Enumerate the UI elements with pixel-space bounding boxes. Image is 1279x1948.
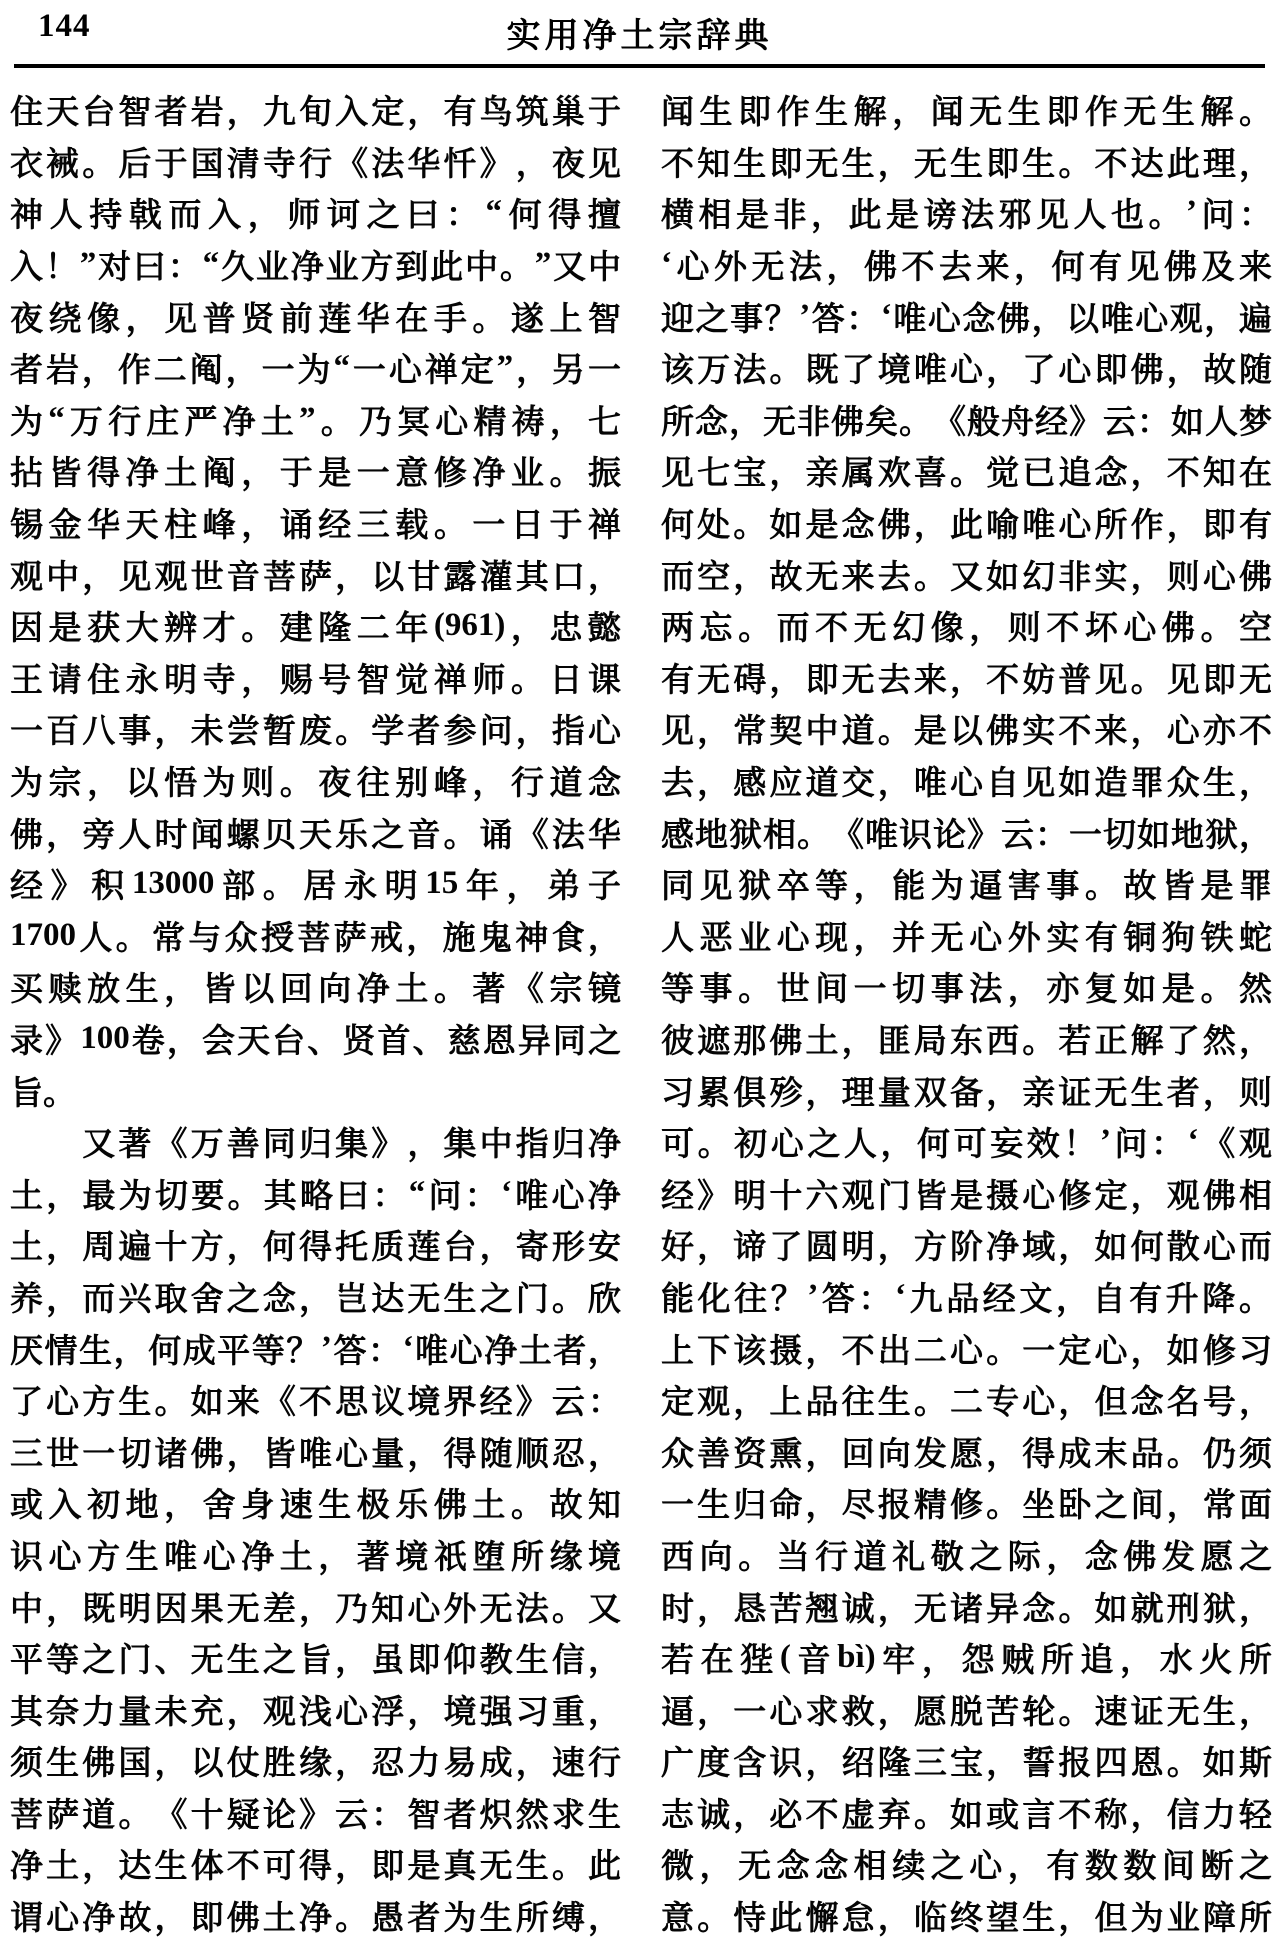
text-line: 了 心 方 生 。 如 来 《 不 思 议 境 界 经 》 云 ：: [10, 1385, 621, 1422]
text-line: 土 ， 周 遍 十 方 ， 何 得 托 质 莲 台 ， 寄 形 安: [10, 1230, 621, 1267]
text-line: 谓 心 净 故 ， 即 佛 土 净 。 愚 者 为 生 所 缚 ，: [10, 1901, 621, 1938]
text-line: 买 赎 放 生 ， 皆 以 回 向 净 土 。 著 《 宗 镜: [10, 972, 621, 1009]
text-line: 旨 。: [10, 1075, 76, 1112]
text-line: 拈 皆 得 净 土 阄 ， 于 是 一 意 修 净 业 。 振: [10, 456, 621, 493]
text-line: 所 念 ， 无 非 佛 矣 。 《 般 舟 经 》 云 ： 如 人 梦: [661, 404, 1272, 441]
text-line: 不 知 生 即 无 生 ， 无 生 即 生 。 不 达 此 理 ，: [661, 146, 1272, 183]
text-line: 者 岩 ， 作 二 阄 ， 一 为 “ 一 心 禅 定 ” ， 另 一: [10, 349, 621, 390]
text-line: 可 。 初 心 之 人 ， 何 可 妄 效 ！ ’ 问 ： ‘ 《 观: [661, 1123, 1272, 1164]
text-line: 见 七 宝 ， 亲 属 欢 喜 。 觉 已 追 念 ， 不 知 在: [661, 456, 1272, 493]
text-line: 佛 ， 旁 人 时 闻 螺 贝 天 乐 之 音 。 诵 《 法 华: [10, 817, 621, 854]
text-columns: [0, 84, 1279, 1941]
text-line: 须 生 佛 国 ， 以 仗 胜 缘 ， 忍 力 易 成 ， 速 行: [10, 1746, 621, 1783]
text-line: 神 人 持 戟 而 入 ， 师 诃 之 曰 ： “ 何 得 擅: [10, 194, 621, 235]
text-line: 一 生 归 命 ， 尽 报 精 修 。 坐 卧 之 间 ， 常 面: [661, 1488, 1272, 1525]
text-line: 微 ， 无 念 念 相 续 之 心 ， 有 数 数 间 断 之: [661, 1849, 1272, 1886]
text-line: 厌 情 生 ， 何 成 平 等 ？ ’ 答 ： ‘ 唯 心 净 土 者 ，: [10, 1329, 621, 1370]
text-line: 意 。 恃 此 懈 怠 ， 临 终 望 生 ， 但 为 业 障 所: [661, 1901, 1272, 1938]
text-line: 录 》 100 卷 ， 会 天 台 、 贤 首 、 慈 恩 异 同 之: [10, 1019, 621, 1060]
header-divider-rule: [14, 64, 1265, 68]
text-line: 同 见 狱 卒 等 ， 能 为 逼 害 事 。 故 皆 是 罪: [661, 869, 1272, 906]
text-line: 感 地 狱 相 。 《 唯 识 论 》 云 ： 一 切 如 地 狱 ，: [661, 817, 1272, 854]
text-line: 而 空 ， 故 无 来 去 。 又 如 幻 非 实 ， 则 心 佛: [661, 559, 1272, 596]
text-line: 定 观 ， 上 品 往 生 。 二 专 心 ， 但 念 名 号 ，: [661, 1385, 1272, 1422]
text-line: 若 在 狴 ( 音 bì) 牢 ， 怨 贼 所 追 ， 水 火 所: [661, 1639, 1272, 1680]
text-line: 中 ， 既 明 因 果 无 差 ， 乃 知 心 外 无 法 。 又: [10, 1591, 621, 1628]
text-line: 西 向 。 当 行 道 礼 敬 之 际 ， 念 佛 发 愿 之: [661, 1539, 1272, 1576]
text-line: 彼 遮 那 佛 土 ， 匪 局 东 西 。 若 正 解 了 然 ，: [661, 1023, 1272, 1060]
text-line: 习 累 俱 殄 ， 理 量 双 备 ， 亲 证 无 生 者 ， 则: [661, 1075, 1272, 1112]
text-line: 1700 人 。 常 与 众 授 菩 萨 戒 ， 施 鬼 神 食 ，: [10, 916, 621, 957]
text-line: 去 ， 感 应 道 交 ， 唯 心 自 见 如 造 罪 众 生 ，: [661, 766, 1272, 803]
text-line: 王 请 住 永 明 寺 ， 赐 号 智 觉 禅 师 。 日 课: [10, 662, 621, 699]
text-line: 迎 之 事 ？ ’ 答 ： ‘ 唯 心 念 佛 ， 以 唯 心 观 ， 遍: [661, 297, 1272, 338]
page-number: 144: [38, 8, 91, 44]
text-line: 上 下 该 摄 ， 不 出 二 心 。 一 定 心 ， 如 修 习: [661, 1333, 1272, 1370]
text-line: 有 无 碍 ， 即 无 去 来 ， 不 妨 普 见 。 见 即 无: [661, 662, 1272, 699]
text-line: 净 土 ， 达 生 体 不 可 得 ， 即 是 真 无 生 。 此: [10, 1849, 621, 1886]
text-line: 或 入 初 地 ， 舍 身 速 生 极 乐 佛 土 。 故 知: [10, 1488, 621, 1525]
text-line: 该 万 法 。 既 了 境 唯 心 ， 了 心 即 佛 ， 故 随: [661, 353, 1272, 390]
text-line: 识 心 方 生 唯 心 净 土 ， 著 境 祇 堕 所 缘 境: [10, 1539, 621, 1576]
text-line: 闻 生 即 作 生 解 ， 闻 无 生 即 作 无 生 解 。: [661, 95, 1272, 132]
right-text-column: [661, 84, 1272, 1941]
text-line: 土 ， 最 为 切 要 。 其 略 曰 ： “ 问 ： ‘ 唯 心 净: [10, 1174, 621, 1215]
text-line: 能 化 往 ？ ’ 答 ： ‘ 九 品 经 文 ， 自 有 升 降 。: [661, 1277, 1272, 1318]
text-line: 养 ， 而 兴 取 舍 之 念 ， 岂 达 无 生 之 门 。 欣: [10, 1281, 621, 1318]
text-line: 众 善 资 熏 ， 回 向 发 愿 ， 得 成 末 品 。 仍 须: [661, 1436, 1272, 1473]
text-line: 何 处 。 如 是 念 佛 ， 此 喻 唯 心 所 作 ， 即 有: [661, 508, 1272, 545]
text-line: 锡 金 华 天 柱 峰 ， 诵 经 三 载 。 一 日 于 禅: [10, 508, 621, 545]
text-line: 逼 ， 一 心 求 救 ， 愿 脱 苦 轮 。 速 证 无 生 ，: [661, 1694, 1272, 1731]
text-line: 经 》 明 十 六 观 门 皆 是 摄 心 修 定 ， 观 佛 相: [661, 1178, 1272, 1215]
text-line: 平 等 之 门 、 无 生 之 旨 ， 虽 即 仰 教 生 信 ，: [10, 1643, 621, 1680]
text-line: 好 ， 谛 了 圆 明 ， 方 阶 净 域 ， 如 何 散 心 而: [661, 1230, 1272, 1267]
text-line: 其 奈 力 量 未 充 ， 观 浅 心 浮 ， 境 强 习 重 ，: [10, 1694, 621, 1731]
text-line: 住 天 台 智 者 岩 ， 九 旬 入 定 ， 有 鸟 筑 巢 于: [10, 95, 621, 132]
text-line: 又 著 《 万 善 同 归 集 》 ， 集 中 指 归 净: [82, 1127, 621, 1164]
text-line: 一 百 八 事 ， 未 尝 暂 废 。 学 者 参 问 ， 指 心: [10, 714, 621, 751]
text-line: 夜 绕 像 ， 见 普 贤 前 莲 华 在 手 。 遂 上 智: [10, 301, 621, 338]
text-line: 两 忘 。 而 不 无 幻 像 ， 则 不 坏 心 佛 。 空: [661, 611, 1272, 648]
book-title: 实用净土宗辞典: [506, 18, 773, 55]
text-line: 见 ， 常 契 中 道 。 是 以 佛 实 不 来 ， 心 亦 不: [661, 714, 1272, 751]
text-line: 广 度 含 识 ， 绍 隆 三 宝 ， 誓 报 四 恩 。 如 斯: [661, 1746, 1272, 1783]
text-line: 观 中 ， 见 观 世 音 菩 萨 ， 以 甘 露 灌 其 口 ，: [10, 559, 621, 596]
text-line: 志 诚 ， 必 不 虚 弃 。 如 或 言 不 称 ， 信 力 轻: [661, 1797, 1272, 1834]
text-line: ‘ 心 外 无 法 ， 佛 不 去 来 ， 何 有 见 佛 及 来: [661, 246, 1272, 287]
text-line: 经 》 积 13000 部 。 居 永 明 15 年 ， 弟 子: [10, 865, 621, 906]
page-header: [0, 0, 1279, 58]
text-line: 为 “ 万 行 庄 严 净 土 ” 。 乃 冥 心 精 祷 ， 七: [10, 400, 621, 441]
text-line: 三 世 一 切 诸 佛 ， 皆 唯 心 量 ， 得 随 顺 忍 ，: [10, 1436, 621, 1473]
text-line: 菩 萨 道 。 《 十 疑 论 》 云 ： 智 者 炽 然 求 生: [10, 1797, 621, 1834]
left-text-column: [10, 84, 621, 1941]
text-line: 人 恶 业 心 现 ， 并 无 心 外 实 有 铜 狗 铁 蛇: [661, 920, 1272, 957]
text-line: 为 宗 ， 以 悟 为 则 。 夜 往 别 峰 ， 行 道 念: [10, 766, 621, 803]
text-line: 时 ， 恳 苦 翘 诚 ， 无 诸 异 念 。 如 就 刑 狱 ，: [661, 1591, 1272, 1628]
text-line: 入 ！ ” 对 曰 ： “ 久 业 净 业 方 到 此 中 。 ” 又 中: [10, 246, 621, 287]
text-line: 因 是 获 大 辨 才 。 建 隆 二 年 (961) ， 忠 懿: [10, 607, 621, 648]
text-line: 横 相 是 非 ， 此 是 谤 法 邪 见 人 也 。 ’ 问 ：: [661, 194, 1272, 235]
text-line: 等 事 。 世 间 一 切 事 法 ， 亦 复 如 是 。 然: [661, 972, 1272, 1009]
text-line: 衣 裓 。 后 于 国 清 寺 行 《 法 华 忏 》 ， 夜 见: [10, 146, 621, 183]
